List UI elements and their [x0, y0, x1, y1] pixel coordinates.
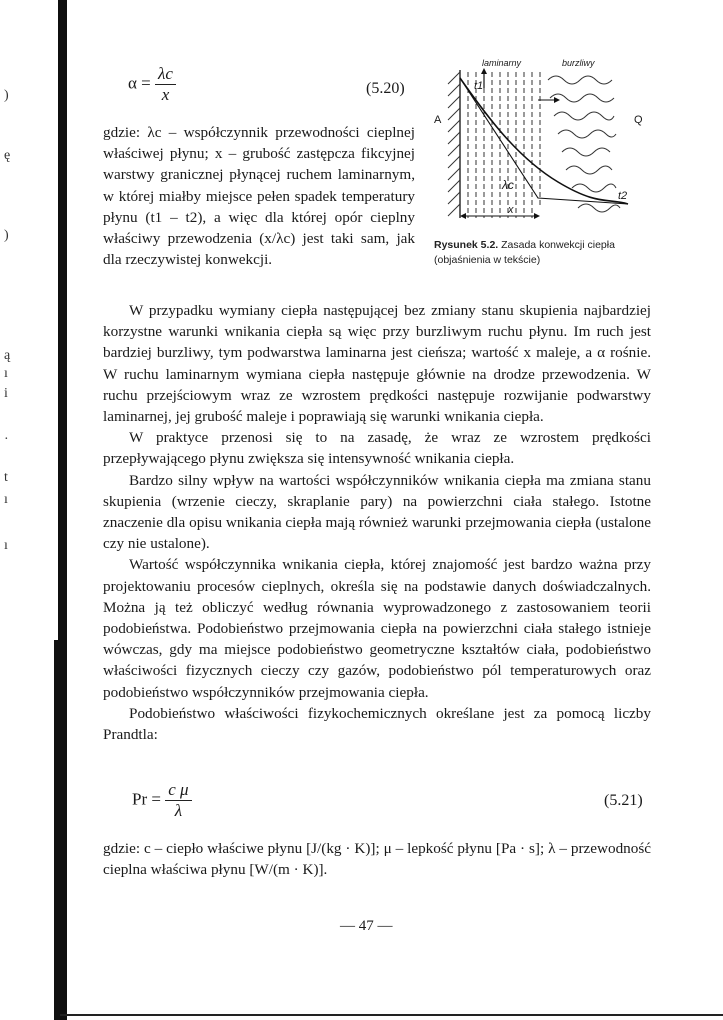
convection-svg [438, 58, 638, 228]
margin-mark: ) [4, 88, 9, 103]
caption-text: Zasada konwekcji ciepła (objaśnienia w tekście) [434, 239, 615, 266]
paragraph-definitions [103, 122, 415, 270]
paragraph-text: gdzie: λc – współczynnik przewodności cieplnej właściwej płynu; x – grubość zastępcza fikcyjnej warstwy granicznej płynącej ruchem laminarnym, w której miałby miejsce pełen spadek temperatury płynu (t1 – t2), a więc dla której opór cieplny właściwy przewodzenia (x/λc) jest taki sam, jak dla rzeczywistej konwekcji. [103, 124, 415, 269]
margin-mark: ı [4, 492, 8, 507]
page-number: — 47 — [340, 918, 393, 934]
label-lambda: λc [502, 178, 514, 192]
paragraph-text: gdzie: c – ciepło właściwe płynu [J/(kg · K)]; μ – lepkość płynu [Pa · s]; λ – przewodność cieplna właściwa płynu [W/(m · K)]. [103, 840, 651, 879]
equation-lhs: α = [128, 73, 151, 93]
paragraph-symbols [103, 838, 651, 880]
paragraph-text: Wartość współczynnika wnikania ciepła, której znajomość jest bardzo ważna przy projektowaniu procesów cieplnych, określa się na podstawie danych doświadczalnych. Można ją też obliczyć według równania wyprowadzonego z zastosowaniem teorii podobieństwa. Podobieństwo przejmowania ciepła na powierzchni ciała stałego istnieje wówczas, gdy ma miejsce podobieństwo geometryczne kształtów ciała, podobieństwo właściwości fizycznych cieczy czy gazów, podobieństwo pól temperaturowych oraz podobieństwo współczynników przejmowania ciepła. [103, 556, 651, 701]
fraction-numerator: c μ [165, 780, 191, 801]
margin-mark: t [4, 470, 8, 485]
equation-5-20 [128, 64, 176, 105]
book-spine-shadow-lower [54, 640, 60, 1020]
label-A: A [434, 114, 442, 126]
margin-mark: · [4, 432, 9, 447]
equation-lhs: Pr = [132, 789, 161, 809]
margin-mark: ı [4, 538, 8, 553]
margin-mark: ı [4, 366, 8, 381]
label-Q: Q [634, 114, 643, 126]
equation-fraction [165, 780, 191, 821]
left-margin-bleed [0, 0, 20, 1020]
paragraph-text: W przypadku wymiany ciepła następującej bez zmiany stanu skupienia najbardziej korzystne warunki wnikania ciepła są więc przy burzliwym ruchu płynu. Im ruch jest bardziej burzliwy, tym podwarstwa laminarna jest cieńsza; wartość x maleje, a α rośnie. W ruchu laminarnym wymiana ciepła następuje głównie na drodze przewodzenia. W ruchu przejściowym wraz ze wzrostem prędkości następuje rozwijanie podwarstwy laminarnej, jej grubość maleje i poprawiają się warunki wnikania ciepła. [103, 302, 651, 426]
label-turbulent: burzliwy [562, 58, 595, 68]
fraction-denominator: x [161, 85, 170, 104]
margin-mark: ę [4, 148, 11, 163]
page-bottom-edge [60, 1014, 723, 1016]
equation-number: (5.21) [604, 792, 643, 809]
paragraph-text: Bardzo silny wpływ na wartości współczynników wnikania ciepła ma zmiana stanu skupienia (wrzenie cieczy, skraplanie pary) na powierzchni ciała stałego. Istotne znaczenie dla opisu wnikania ciepła mają również warunki przejmowania ciepła (ustalone czy nie ustalone). [103, 471, 651, 553]
label-t2: t2 [618, 190, 628, 202]
margin-mark: ) [4, 228, 9, 243]
margin-mark: ą [4, 348, 11, 363]
figure-caption [434, 238, 664, 268]
paragraph-text: W praktyce przenosi się to na zasadę, że wraz ze wzrostem prędkości przepływającego płynu zwiększa się intensywność wnikania ciepła. [103, 429, 651, 468]
label-laminar: laminarny [482, 58, 522, 68]
body-text [103, 300, 651, 745]
equation-number: (5.20) [366, 80, 405, 97]
equation-5-21 [132, 780, 192, 821]
label-t1: t1 [474, 80, 484, 92]
paragraph-text: Podobieństwo właściwości fizykochemicznych określane jest za pomocą liczby Prandtla: [103, 704, 651, 744]
figure-convection-diagram [434, 58, 643, 228]
fraction-denominator: λ [174, 801, 183, 820]
label-x: x [508, 204, 514, 216]
equation-fraction [155, 64, 176, 105]
caption-title: Rysunek 5.2. [434, 239, 499, 251]
margin-mark: i [4, 386, 8, 401]
fraction-numerator: λc [155, 64, 176, 85]
